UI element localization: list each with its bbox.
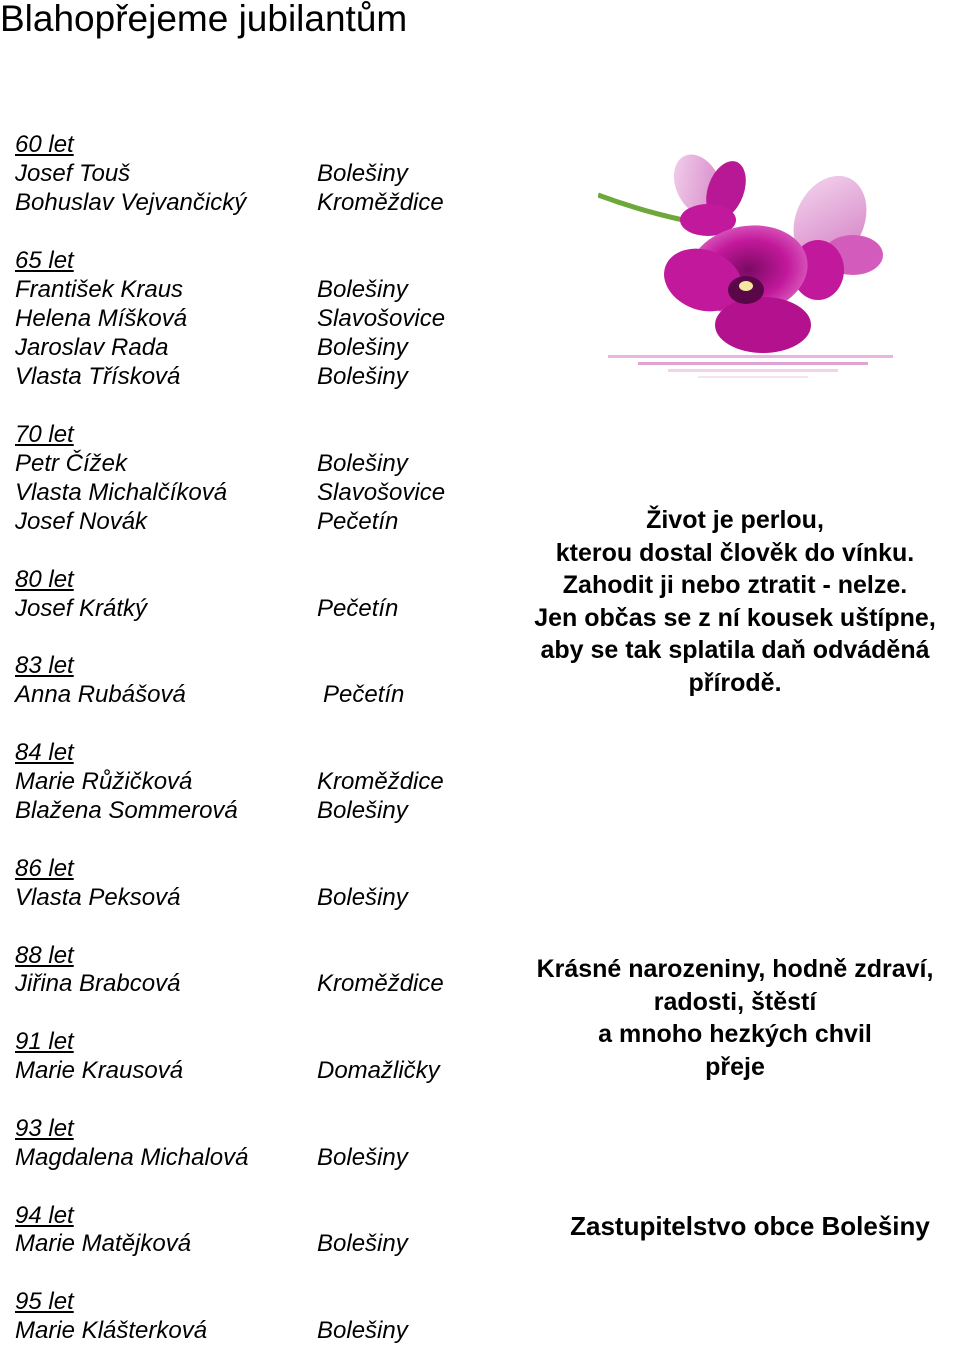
person-name: Marie Růžičková	[15, 768, 193, 795]
birthday-wish	[505, 953, 960, 1083]
person-name: Helena Míšková	[15, 305, 188, 332]
person-place: Bolešiny	[317, 1317, 408, 1344]
person-place: Kroměždice	[317, 189, 444, 216]
list-item	[15, 969, 444, 998]
list-item	[15, 1316, 408, 1345]
age-heading-86: 86 let	[15, 855, 74, 882]
person-name: Marie Klášterková	[15, 1317, 208, 1344]
list-item	[15, 594, 399, 623]
list-item	[15, 188, 444, 217]
person-name: Josef Touš	[15, 160, 131, 187]
person-place: Bolešiny	[317, 450, 408, 477]
person-name: Petr Čížek	[15, 450, 128, 477]
age-heading-70: 70 let	[15, 421, 74, 448]
wish-line: radosti, štěstí	[653, 987, 817, 1016]
person-place: Bolešiny	[317, 1230, 408, 1257]
person-name: Magdalena Michalová	[15, 1144, 249, 1171]
person-name: Vlasta Peksová	[15, 884, 181, 911]
age-heading-94: 94 let	[15, 1202, 74, 1229]
person-name: Jaroslav Rada	[15, 334, 169, 361]
person-place: Bolešiny	[317, 276, 408, 303]
age-heading-65: 65 let	[15, 247, 74, 274]
list-item	[15, 507, 399, 536]
list-item	[15, 883, 408, 912]
person-name: Josef Novák	[15, 508, 148, 535]
wish-line: Krásné narozeniny, hodně zdraví,	[536, 955, 934, 983]
quote-line: kterou dostal člověk do vínku.	[555, 538, 915, 567]
list-item	[15, 275, 408, 304]
list-item	[15, 159, 408, 188]
wish-line: přeje	[705, 1052, 765, 1081]
person-place: Slavošovice	[317, 305, 446, 332]
list-item	[15, 304, 446, 333]
age-heading-83: 83 let	[15, 652, 74, 679]
quote-line: Život je perlou,	[646, 506, 824, 534]
person-place: Bolešiny	[317, 334, 408, 361]
list-item	[15, 1229, 408, 1258]
list-item	[15, 796, 408, 825]
list-item	[15, 362, 408, 391]
person-place: Pečetín	[317, 595, 399, 622]
person-place: Slavošovice	[317, 479, 446, 506]
quote-line: aby se tak splatila daň odváděná	[540, 636, 930, 664]
person-place: Kroměždice	[317, 768, 444, 795]
list-item	[15, 680, 405, 709]
person-place: Kroměždice	[317, 970, 444, 997]
person-name: Blažena Sommerová	[15, 797, 238, 824]
jubilee-list	[15, 0, 485, 1346]
person-place: Bolešiny	[317, 884, 408, 911]
person-name: Bohuslav Vejvančický	[15, 189, 247, 216]
list-item	[15, 478, 446, 507]
list-item	[15, 449, 408, 478]
quote-line: Zahodit ji nebo ztratit - nelze.	[562, 571, 908, 599]
quote	[505, 504, 960, 699]
age-heading-88: 88 let	[15, 942, 74, 969]
person-name: Josef Krátký	[15, 595, 148, 622]
orchid-icon	[598, 150, 898, 390]
person-place: Pečetín	[323, 681, 405, 708]
person-place: Bolešiny	[317, 160, 408, 187]
quote-line: Jen občas se z ní kousek uštípne,	[534, 603, 936, 632]
age-heading-91: 91 let	[15, 1028, 74, 1055]
age-heading-60: 60 let	[15, 131, 74, 158]
list-item	[15, 1143, 408, 1172]
list-item	[15, 1056, 440, 1085]
person-name: František Kraus	[15, 276, 184, 303]
list-item	[15, 333, 408, 362]
person-place: Bolešiny	[317, 1144, 408, 1171]
person-name: Vlasta Michalčíková	[15, 479, 228, 506]
person-name: Anna Rubášová	[15, 681, 186, 708]
person-name: Marie Matějková	[15, 1230, 192, 1257]
person-place: Bolešiny	[317, 363, 408, 390]
quote-line: přírodě.	[688, 668, 782, 697]
age-heading-80: 80 let	[15, 566, 74, 593]
age-heading-95: 95 let	[15, 1288, 74, 1315]
person-place: Bolešiny	[317, 797, 408, 824]
wish-line: a mnoho hezkých chvil	[598, 1020, 872, 1048]
page-title: Blahopřejeme jubilantům	[0, 0, 408, 39]
signature: Zastupitelstvo obce Bolešiny	[570, 1211, 930, 1241]
list-item	[15, 767, 444, 796]
person-place: Pečetín	[317, 508, 399, 535]
age-heading-84: 84 let	[15, 739, 74, 766]
person-place: Domažličky	[317, 1057, 440, 1084]
person-name: Jiřina Brabcová	[15, 970, 181, 997]
person-name: Marie Krausová	[15, 1057, 184, 1084]
person-name: Vlasta Třísková	[15, 363, 181, 390]
age-heading-93: 93 let	[15, 1115, 74, 1142]
